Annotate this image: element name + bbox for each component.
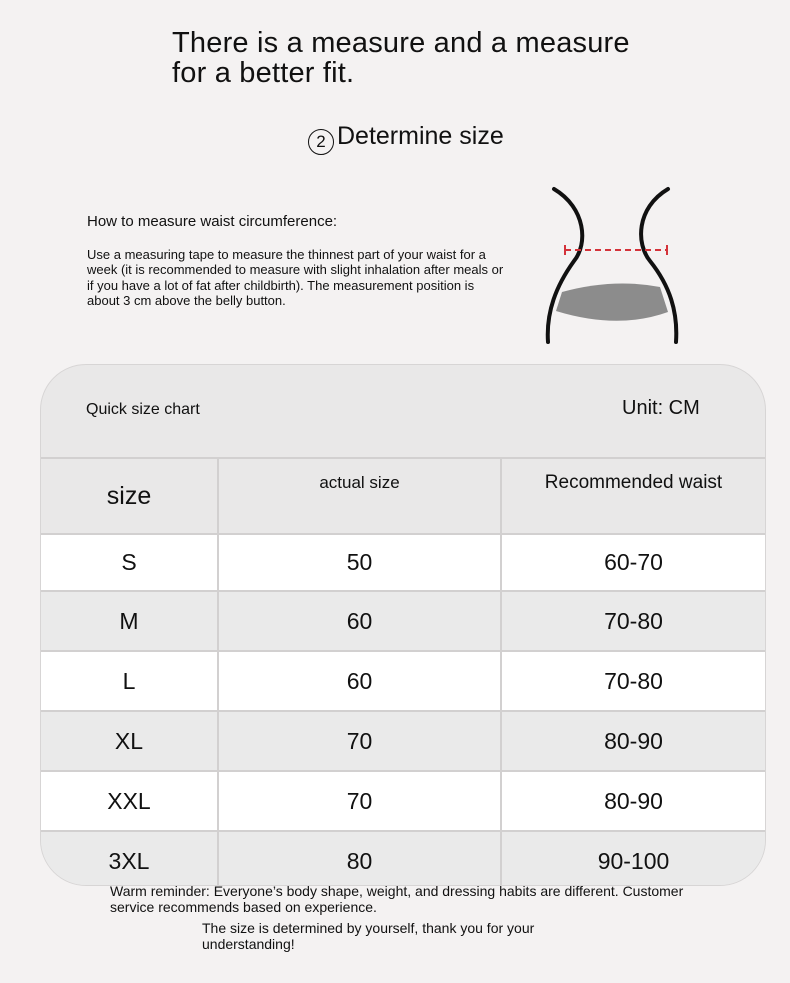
section-heading — [308, 120, 504, 155]
cell-size: M — [41, 591, 218, 651]
table-row — [41, 771, 765, 831]
cell-actual-size: 80 — [218, 831, 501, 886]
how-to-measure-title: How to measure waist circumference: — [87, 213, 338, 230]
cell-size: XL — [41, 711, 218, 771]
size-chart-title: Quick size chart — [86, 401, 200, 418]
section-heading-text: Determine size — [337, 122, 504, 150]
cell-actual-size: 60 — [218, 651, 501, 711]
waist-measurement-illustration — [538, 186, 688, 346]
column-header-actual-size: actual size — [218, 458, 501, 534]
headline: There is a measure and a measure for a better fit. — [172, 27, 630, 89]
cell-recommended-waist: 60-70 — [501, 534, 765, 591]
cell-recommended-waist: 70-80 — [501, 651, 765, 711]
how-to-measure-body: Use a measuring tape to measure the thinnest part of your waist for a week (it is recommended to measure with slight inhalation after meals or if you have a lot of fat after childbirth). The measurement position is about 3 cm above the belly button. — [87, 247, 504, 308]
column-header-recommended-waist: Recommended waist — [501, 458, 765, 534]
cell-actual-size: 70 — [218, 711, 501, 771]
cell-actual-size: 60 — [218, 591, 501, 651]
cell-actual-size: 50 — [218, 534, 501, 591]
unit-label: Unit: CM — [622, 397, 700, 419]
table-row — [41, 534, 765, 591]
circled-number-icon: 2 — [308, 129, 334, 155]
column-header-size: size — [41, 458, 218, 534]
waist-curve-left — [548, 189, 583, 342]
cell-recommended-waist: 80-90 — [501, 771, 765, 831]
table-row — [41, 831, 765, 886]
cell-recommended-waist: 90-100 — [501, 831, 765, 886]
waist-curve-right — [641, 189, 676, 342]
warm-reminder: Warm reminder: Everyone’s body shape, weight, and dressing habits are different. Customer service recommends based on experience. — [110, 883, 684, 915]
cell-size: S — [41, 534, 218, 591]
table-row — [41, 591, 765, 651]
cell-size: 3XL — [41, 831, 218, 886]
table-row — [41, 651, 765, 711]
cell-recommended-waist: 80-90 — [501, 711, 765, 771]
size-chart — [40, 364, 766, 886]
cell-recommended-waist: 70-80 — [501, 591, 765, 651]
table-row — [41, 711, 765, 771]
table-header-row — [41, 458, 765, 534]
cell-size: L — [41, 651, 218, 711]
belt-band — [556, 283, 668, 320]
cell-size: XXL — [41, 771, 218, 831]
cell-actual-size: 70 — [218, 771, 501, 831]
size-table — [41, 457, 765, 886]
thanks-note: The size is determined by yourself, thank you for your understanding! — [202, 920, 535, 952]
